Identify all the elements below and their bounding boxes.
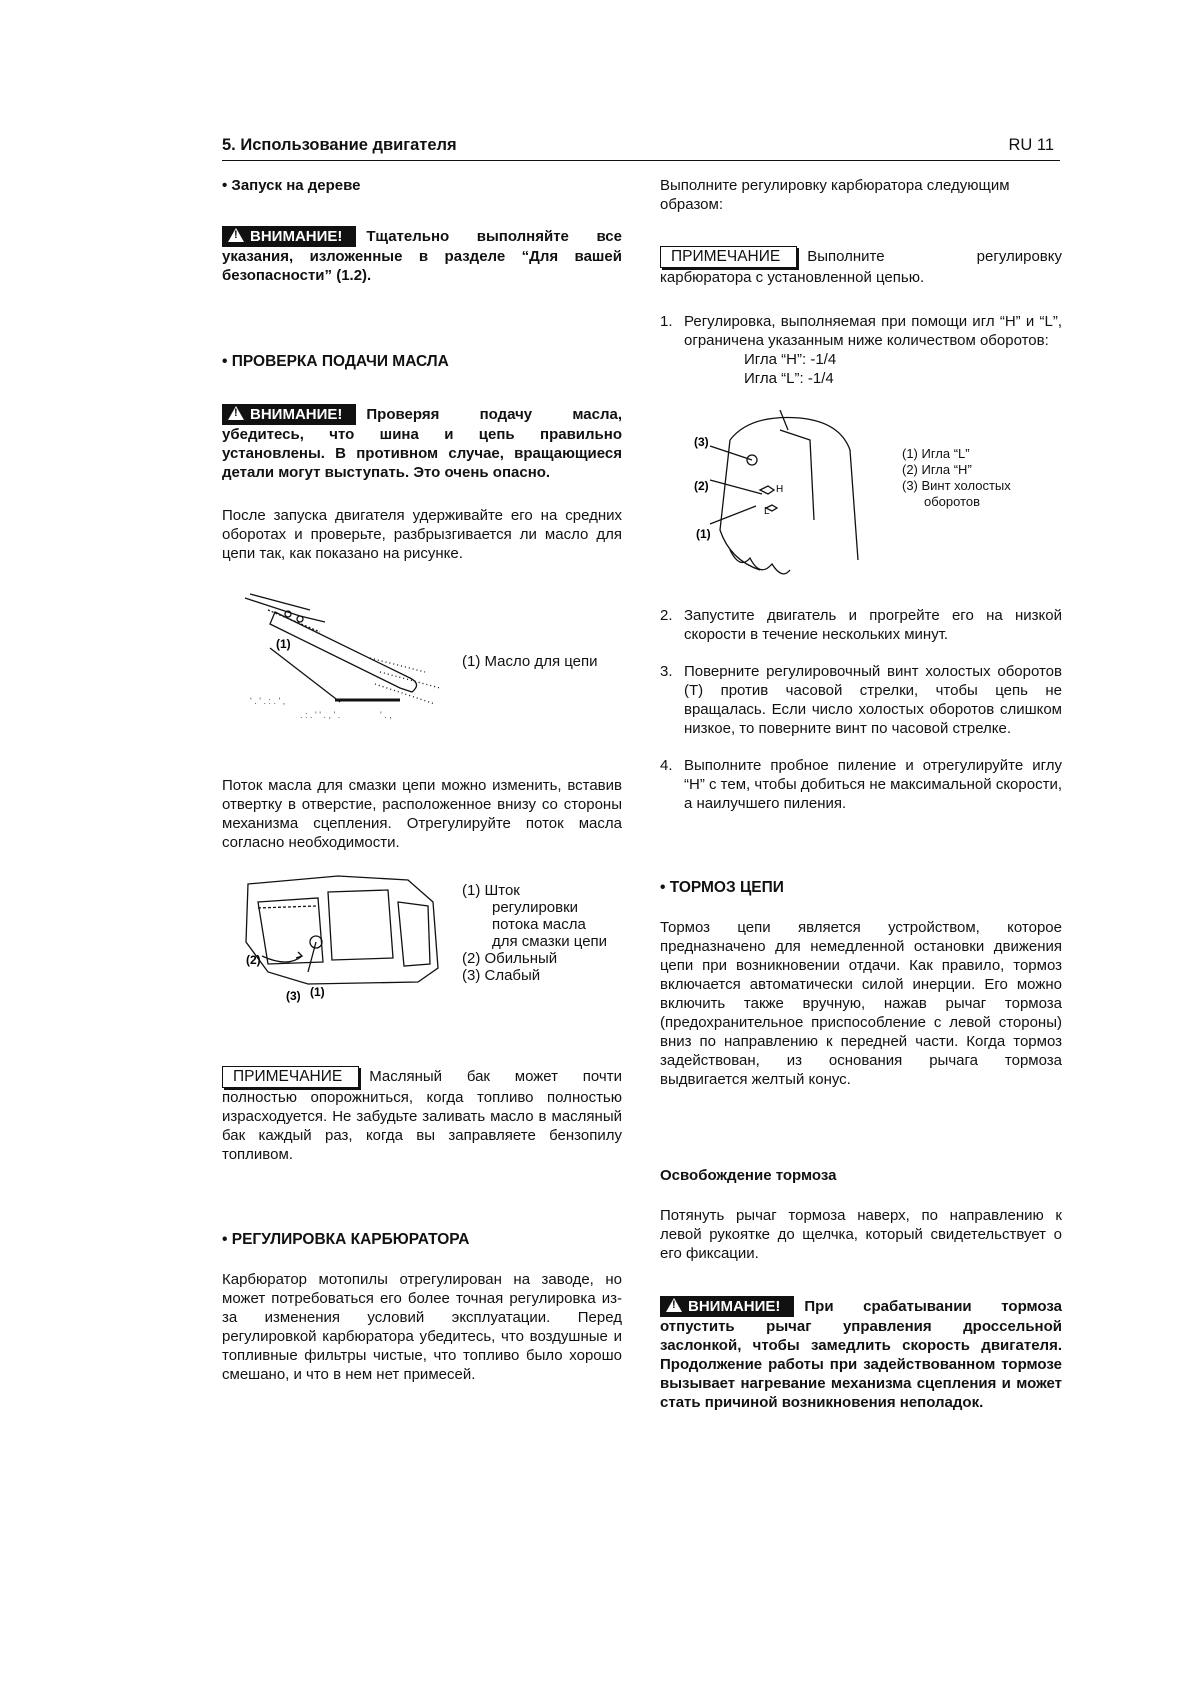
warning-triangle-icon — [666, 1298, 682, 1312]
note-text: Масляный бак может почти полностью опорожниться, когда топливо полностью израсходуется. Не забудьте заливать масло в масляный бак каждый раз, когда вы заправляете бензопилу топливом. — [222, 1068, 622, 1163]
fig3-legend: (1) Игла “L” (2) Игла “H” (3) Винт холостых оборотов — [902, 446, 1011, 509]
page-number: RU 11 — [1008, 136, 1054, 154]
tree-start-heading: • Запуск на дереве — [222, 177, 361, 194]
fig3-label-3: (3) — [694, 435, 709, 449]
housing-outline — [730, 417, 858, 560]
release-heading: Освобождение тормоза — [660, 1167, 837, 1184]
fig2-label-2: (2) — [246, 953, 261, 967]
warning-text: Проверяя подачу масла, убедитесь, что шина и цепь правильно установлены. В противном случае, вращающиеся детали могут выступать. Это очень опасно. — [222, 406, 622, 481]
warning-badge: !ВНИМАНИЕ! — [660, 1296, 794, 1317]
warning-badge: !ВНИМАНИЕ! — [222, 226, 356, 247]
brake-heading: • ТОРМОЗ ЦЕПИ — [660, 879, 784, 896]
warning-badge: !ВНИМАНИЕ! — [222, 404, 356, 425]
carb-intro: Выполните регулировку карбюратора следующим образом: — [660, 177, 1010, 213]
saw-housing — [246, 876, 438, 984]
carb-heading: • РЕГУЛИРОВКА КАРБЮРАТОРА — [222, 1231, 470, 1248]
note-badge: ПРИМЕЧАНИЕ — [222, 1066, 359, 1088]
fig1-label: (1) — [276, 637, 291, 651]
needle-l-value: Игла “L”: -1/4 — [744, 370, 834, 387]
section-title: 5. Использование двигателя — [222, 136, 457, 154]
fig2-label-1: (1) — [310, 985, 325, 999]
warning-text: При срабатывании тормоза отпустить рычаг управления дроссельной заслонкой, чтобы замедлить скорость двигателя. Продолжение работы при задействованном тормозе вызывает нагревание механизма сцепления и может стать причиной возникновения неполадок. — [660, 1298, 1062, 1411]
warning-block-3 — [660, 1296, 1062, 1412]
step-4: 4. Выполните пробное пиление и отрегулируйте иглу “H” с тем, чтобы добиться не максимальной скорости, а наилучшего пиления. — [660, 757, 1062, 812]
oil-heading: • ПРОВЕРКА ПОДАЧИ МАСЛА — [222, 353, 449, 370]
warning-triangle-icon — [228, 406, 244, 420]
warning-triangle-icon — [228, 228, 244, 242]
step-2: 2. Запустите двигатель и прогрейте его на низкой скорости в течение нескольких минут. — [660, 607, 1062, 643]
oil-paragraph: После запуска двигателя удерживайте его на средних оборотах и проверьте, разбрызгивается ли масло для цепи так, как показано на рисунке. — [222, 507, 622, 562]
oil-flow-paragraph: Поток масла для смазки цепи можно изменить, вставив отвертку в отверстие, расположенное внизу со стороны механизма сцепления. Отрегулируйте поток масла согласно необходимости. — [222, 777, 622, 851]
fig3-label-1: (1) — [696, 527, 711, 541]
saw-body-line — [245, 598, 325, 622]
note-text: Выполните регулировку карбюратора с установленной цепью. — [660, 248, 1062, 286]
svg-text:' . ' . : . ' ,: ' . ' . : . ' , — [250, 696, 286, 706]
oil-spray-figure — [240, 592, 450, 742]
guide-bar — [270, 612, 417, 692]
carburetor-figure — [690, 410, 880, 590]
fig3-label-2: (2) — [694, 479, 709, 493]
needle-h-value: Игла “H”: -1/4 — [744, 351, 837, 368]
carb-paragraph: Карбюратор мотопилы отрегулирован на заводе, но может потребоваться его более точная регулировка из-за изменения условий эксплуатации. Перед регулировкой карбюратора убедитесь, что воздушные и топливные фильтры чистые, что топливо было хорошо смешано, и что в нем нет примесей. — [222, 1271, 622, 1383]
fig2-label-3: (3) — [286, 989, 301, 1003]
steps-list — [660, 606, 1062, 821]
note-badge: ПРИМЕЧАНИЕ — [660, 246, 797, 268]
warning-text: Тщательно выполняйте все указания, изложенные в разделе “Для вашей безопасности” (1.2). — [222, 228, 622, 284]
fig1-caption: (1) Масло для цепи — [462, 653, 598, 670]
brake-paragraph: Тормоз цепи является устройством, которое предназначено для немедленной остановки движения цепи при возникновении отдачи. Как правило, тормоз включается автоматически силой инерции. Его можно включить также вручную, нажав рычаг тормоза (предохранительное приспособление с левой стороны) вниз по направлению к передней части. Когда тормоз задействован, из основания рычага тормоза выдвигается желтый конус. — [660, 919, 1062, 1088]
warning-block-1 — [222, 226, 622, 285]
page-header — [222, 136, 1060, 161]
note-block-left — [222, 1066, 622, 1164]
svg-text:' . ,: ' . , — [380, 710, 392, 720]
svg-text:. : . ' ' . , ' .: . : . ' ' . , ' . — [300, 710, 341, 720]
release-paragraph: Потянуть рычаг тормоза наверх, по направлению к левой рукоятке до щелчка, который свидетельствует о его фиксации. — [660, 1207, 1062, 1262]
step-3: 3. Поверните регулировочный винт холостых оборотов (T) против часовой стрелки, чтобы цепь не вращалась. Если число холостых оборотов слишком низкое, то поверните винт по часовой стрелке. — [660, 663, 1062, 737]
note-block-right — [660, 246, 1062, 287]
step-1: 1. Регулировка, выполняемая при помощи игл “H” и “L”, ограничена указанным ниже количеством оборотов: Игла “H”: -1/4 Игла “L”: -1/4 — [660, 313, 1062, 387]
fig2-legend: (1) Шток регулировки потока масла для смазки цепи (2) Обильный (3) Слабый — [462, 882, 608, 984]
warning-block-2 — [222, 404, 622, 482]
fig3-h-mark: H — [776, 484, 784, 495]
oil-flow-figure — [228, 872, 448, 1008]
fig3-l-mark: L — [764, 506, 770, 517]
